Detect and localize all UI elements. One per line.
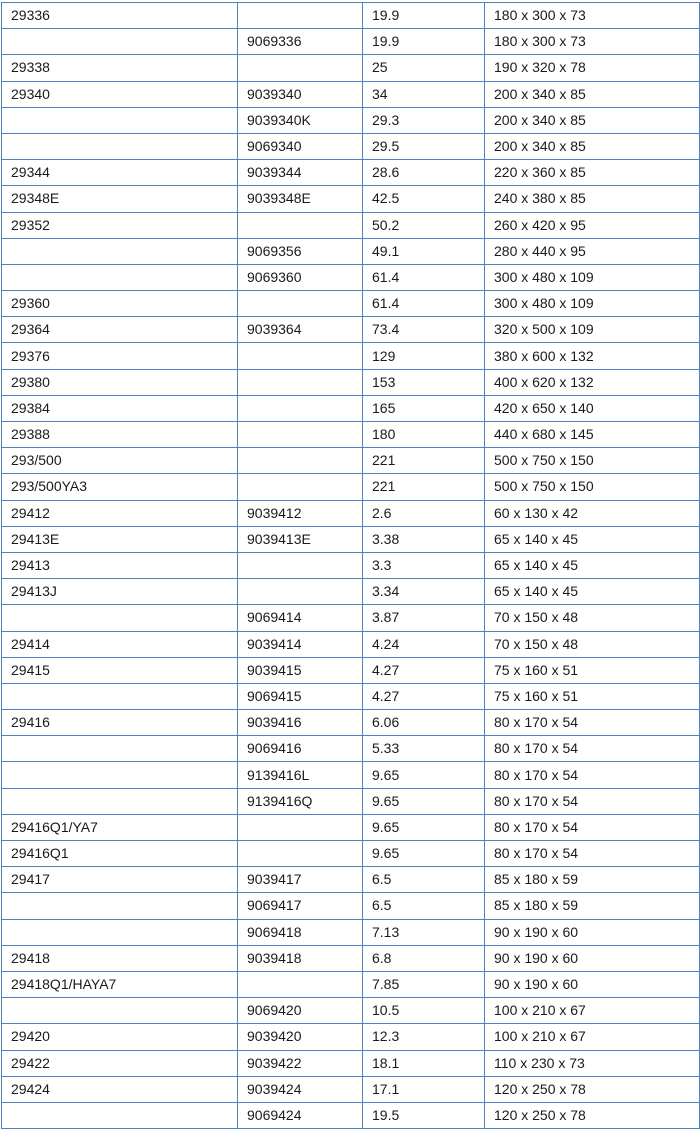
weight-cell: 29.5 bbox=[363, 133, 485, 159]
alt-designation-cell: 9039414 bbox=[238, 631, 363, 657]
weight-cell: 221 bbox=[363, 448, 485, 474]
weight-cell: 5.33 bbox=[363, 736, 485, 762]
designation-cell: 29352 bbox=[2, 212, 238, 238]
weight-cell: 7.85 bbox=[363, 971, 485, 997]
dimensions-cell: 500 x 750 x 150 bbox=[485, 448, 700, 474]
table-row bbox=[2, 683, 700, 709]
alt-designation-cell: 9039420 bbox=[238, 1024, 363, 1050]
table-row bbox=[2, 238, 700, 264]
weight-cell: 25 bbox=[363, 55, 485, 81]
weight-cell: 61.4 bbox=[363, 291, 485, 317]
alt-designation-cell bbox=[238, 212, 363, 238]
weight-cell: 6.06 bbox=[363, 710, 485, 736]
weight-cell: 28.6 bbox=[363, 160, 485, 186]
dimensions-cell: 200 x 340 x 85 bbox=[485, 107, 700, 133]
designation-cell: 29336 bbox=[2, 3, 238, 29]
designation-cell: 29420 bbox=[2, 1024, 238, 1050]
weight-cell: 3.3 bbox=[363, 552, 485, 578]
table-row bbox=[2, 107, 700, 133]
alt-designation-cell bbox=[238, 971, 363, 997]
alt-designation-cell bbox=[238, 448, 363, 474]
weight-cell: 17.1 bbox=[363, 1076, 485, 1102]
weight-cell: 29.3 bbox=[363, 107, 485, 133]
dimensions-cell: 70 x 150 x 48 bbox=[485, 605, 700, 631]
weight-cell: 4.24 bbox=[363, 631, 485, 657]
dimensions-cell: 80 x 170 x 54 bbox=[485, 841, 700, 867]
dimensions-cell: 420 x 650 x 140 bbox=[485, 395, 700, 421]
table-row bbox=[2, 788, 700, 814]
table-row bbox=[2, 291, 700, 317]
table-row bbox=[2, 1050, 700, 1076]
table-row bbox=[2, 422, 700, 448]
table-row bbox=[2, 369, 700, 395]
designation-cell: 29413 bbox=[2, 552, 238, 578]
table-row bbox=[2, 55, 700, 81]
alt-designation-cell: 9069418 bbox=[238, 919, 363, 945]
alt-designation-cell: 9039413E bbox=[238, 526, 363, 552]
weight-cell: 42.5 bbox=[363, 186, 485, 212]
weight-cell: 221 bbox=[363, 474, 485, 500]
alt-designation-cell: 9039412 bbox=[238, 500, 363, 526]
table-row bbox=[2, 1102, 700, 1128]
alt-designation-cell: 9039417 bbox=[238, 867, 363, 893]
weight-cell: 180 bbox=[363, 422, 485, 448]
table-row bbox=[2, 971, 700, 997]
table-row bbox=[2, 841, 700, 867]
dimensions-cell: 85 x 180 x 59 bbox=[485, 893, 700, 919]
weight-cell: 6.5 bbox=[363, 867, 485, 893]
table-row bbox=[2, 736, 700, 762]
weight-cell: 50.2 bbox=[363, 212, 485, 238]
alt-designation-cell bbox=[238, 291, 363, 317]
dimensions-cell: 260 x 420 x 95 bbox=[485, 212, 700, 238]
designation-cell: 29344 bbox=[2, 160, 238, 186]
weight-cell: 19.5 bbox=[363, 1102, 485, 1128]
dimensions-cell: 320 x 500 x 109 bbox=[485, 317, 700, 343]
alt-designation-cell bbox=[238, 552, 363, 578]
designation-cell: 29412 bbox=[2, 500, 238, 526]
designation-cell: 293/500YA3 bbox=[2, 474, 238, 500]
designation-cell bbox=[2, 736, 238, 762]
dimensions-cell: 380 x 600 x 132 bbox=[485, 343, 700, 369]
table-row bbox=[2, 945, 700, 971]
designation-cell: 29418Q1/HAYA7 bbox=[2, 971, 238, 997]
alt-designation-cell: 9069416 bbox=[238, 736, 363, 762]
table-row bbox=[2, 526, 700, 552]
alt-designation-cell bbox=[238, 3, 363, 29]
designation-cell: 29384 bbox=[2, 395, 238, 421]
alt-designation-cell: 9139416L bbox=[238, 762, 363, 788]
weight-cell: 19.9 bbox=[363, 3, 485, 29]
dimensions-cell: 80 x 170 x 54 bbox=[485, 814, 700, 840]
weight-cell: 10.5 bbox=[363, 998, 485, 1024]
dimensions-cell: 500 x 750 x 150 bbox=[485, 474, 700, 500]
table-row bbox=[2, 264, 700, 290]
designation-cell: 29417 bbox=[2, 867, 238, 893]
dimensions-cell: 200 x 340 x 85 bbox=[485, 81, 700, 107]
designation-cell: 29380 bbox=[2, 369, 238, 395]
dimensions-cell: 80 x 170 x 54 bbox=[485, 788, 700, 814]
dimensions-cell: 120 x 250 x 78 bbox=[485, 1102, 700, 1128]
dimensions-cell: 65 x 140 x 45 bbox=[485, 552, 700, 578]
table-row bbox=[2, 500, 700, 526]
dimensions-cell: 65 x 140 x 45 bbox=[485, 526, 700, 552]
weight-cell: 9.65 bbox=[363, 788, 485, 814]
table-row bbox=[2, 919, 700, 945]
designation-cell: 29360 bbox=[2, 291, 238, 317]
dimensions-cell: 100 x 210 x 67 bbox=[485, 1024, 700, 1050]
designation-cell: 29416 bbox=[2, 710, 238, 736]
designation-cell: 29376 bbox=[2, 343, 238, 369]
dimensions-cell: 80 x 170 x 54 bbox=[485, 710, 700, 736]
table-row bbox=[2, 710, 700, 736]
dimensions-cell: 90 x 190 x 60 bbox=[485, 919, 700, 945]
weight-cell: 165 bbox=[363, 395, 485, 421]
designation-cell: 29424 bbox=[2, 1076, 238, 1102]
dimensions-cell: 65 x 140 x 45 bbox=[485, 579, 700, 605]
dimensions-cell: 440 x 680 x 145 bbox=[485, 422, 700, 448]
table-row bbox=[2, 814, 700, 840]
dimensions-cell: 120 x 250 x 78 bbox=[485, 1076, 700, 1102]
weight-cell: 2.6 bbox=[363, 500, 485, 526]
alt-designation-cell bbox=[238, 474, 363, 500]
dimensions-cell: 240 x 380 x 85 bbox=[485, 186, 700, 212]
designation-cell bbox=[2, 1102, 238, 1128]
weight-cell: 49.1 bbox=[363, 238, 485, 264]
alt-designation-cell: 9069336 bbox=[238, 29, 363, 55]
weight-cell: 9.65 bbox=[363, 762, 485, 788]
dimensions-cell: 90 x 190 x 60 bbox=[485, 945, 700, 971]
alt-designation-cell: 9039364 bbox=[238, 317, 363, 343]
alt-designation-cell: 9069424 bbox=[238, 1102, 363, 1128]
alt-designation-cell: 9069340 bbox=[238, 133, 363, 159]
designation-cell bbox=[2, 107, 238, 133]
designation-cell: 29416Q1/YA7 bbox=[2, 814, 238, 840]
weight-cell: 9.65 bbox=[363, 841, 485, 867]
dimensions-cell: 70 x 150 x 48 bbox=[485, 631, 700, 657]
designation-cell: 29340 bbox=[2, 81, 238, 107]
dimensions-cell: 180 x 300 x 73 bbox=[485, 3, 700, 29]
dimensions-cell: 280 x 440 x 95 bbox=[485, 238, 700, 264]
table-row bbox=[2, 762, 700, 788]
weight-cell: 6.8 bbox=[363, 945, 485, 971]
designation-cell bbox=[2, 133, 238, 159]
designation-cell: 293/500 bbox=[2, 448, 238, 474]
designation-cell: 29415 bbox=[2, 657, 238, 683]
alt-designation-cell bbox=[238, 55, 363, 81]
dimensions-cell: 400 x 620 x 132 bbox=[485, 369, 700, 395]
dimensions-cell: 110 x 230 x 73 bbox=[485, 1050, 700, 1076]
weight-cell: 7.13 bbox=[363, 919, 485, 945]
designation-cell bbox=[2, 762, 238, 788]
alt-designation-cell: 9069360 bbox=[238, 264, 363, 290]
dimensions-cell: 80 x 170 x 54 bbox=[485, 762, 700, 788]
weight-cell: 12.3 bbox=[363, 1024, 485, 1050]
alt-designation-cell: 9069420 bbox=[238, 998, 363, 1024]
dimensions-cell: 85 x 180 x 59 bbox=[485, 867, 700, 893]
table-row bbox=[2, 552, 700, 578]
weight-cell: 34 bbox=[363, 81, 485, 107]
alt-designation-cell: 9039416 bbox=[238, 710, 363, 736]
table-row bbox=[2, 893, 700, 919]
alt-designation-cell bbox=[238, 395, 363, 421]
alt-designation-cell: 9039344 bbox=[238, 160, 363, 186]
weight-cell: 9.65 bbox=[363, 814, 485, 840]
table-row bbox=[2, 998, 700, 1024]
table-row bbox=[2, 395, 700, 421]
table-row bbox=[2, 3, 700, 29]
weight-cell: 6.5 bbox=[363, 893, 485, 919]
designation-cell bbox=[2, 998, 238, 1024]
bearing-table bbox=[1, 2, 700, 1129]
table-row bbox=[2, 186, 700, 212]
alt-designation-cell: 9039415 bbox=[238, 657, 363, 683]
dimensions-cell: 75 x 160 x 51 bbox=[485, 683, 700, 709]
designation-cell: 29422 bbox=[2, 1050, 238, 1076]
table-body bbox=[2, 3, 700, 1129]
alt-designation-cell bbox=[238, 579, 363, 605]
designation-cell: 29418 bbox=[2, 945, 238, 971]
table-row bbox=[2, 212, 700, 238]
designation-cell: 29413E bbox=[2, 526, 238, 552]
weight-cell: 3.87 bbox=[363, 605, 485, 631]
dimensions-cell: 190 x 320 x 78 bbox=[485, 55, 700, 81]
weight-cell: 3.38 bbox=[363, 526, 485, 552]
dimensions-cell: 60 x 130 x 42 bbox=[485, 500, 700, 526]
alt-designation-cell: 9039418 bbox=[238, 945, 363, 971]
dimensions-cell: 100 x 210 x 67 bbox=[485, 998, 700, 1024]
alt-designation-cell: 9069417 bbox=[238, 893, 363, 919]
designation-cell: 29388 bbox=[2, 422, 238, 448]
alt-designation-cell: 9039340 bbox=[238, 81, 363, 107]
table-row bbox=[2, 1024, 700, 1050]
weight-cell: 73.4 bbox=[363, 317, 485, 343]
designation-cell: 29414 bbox=[2, 631, 238, 657]
weight-cell: 18.1 bbox=[363, 1050, 485, 1076]
weight-cell: 4.27 bbox=[363, 657, 485, 683]
dimensions-cell: 300 x 480 x 109 bbox=[485, 264, 700, 290]
designation-cell: 29348E bbox=[2, 186, 238, 212]
designation-cell: 29364 bbox=[2, 317, 238, 343]
alt-designation-cell: 9139416Q bbox=[238, 788, 363, 814]
alt-designation-cell: 9069356 bbox=[238, 238, 363, 264]
dimensions-cell: 220 x 360 x 85 bbox=[485, 160, 700, 186]
table-row bbox=[2, 29, 700, 55]
weight-cell: 3.34 bbox=[363, 579, 485, 605]
dimensions-cell: 180 x 300 x 73 bbox=[485, 29, 700, 55]
designation-cell: 29413J bbox=[2, 579, 238, 605]
weight-cell: 19.9 bbox=[363, 29, 485, 55]
table-row bbox=[2, 448, 700, 474]
table-row bbox=[2, 579, 700, 605]
alt-designation-cell bbox=[238, 369, 363, 395]
table-row bbox=[2, 317, 700, 343]
alt-designation-cell: 9069415 bbox=[238, 683, 363, 709]
weight-cell: 153 bbox=[363, 369, 485, 395]
table-row bbox=[2, 1076, 700, 1102]
designation-cell bbox=[2, 788, 238, 814]
alt-designation-cell bbox=[238, 343, 363, 369]
weight-cell: 129 bbox=[363, 343, 485, 369]
table-row bbox=[2, 474, 700, 500]
alt-designation-cell bbox=[238, 841, 363, 867]
alt-designation-cell: 9039340K bbox=[238, 107, 363, 133]
table-row bbox=[2, 657, 700, 683]
table-row bbox=[2, 160, 700, 186]
designation-cell: 29416Q1 bbox=[2, 841, 238, 867]
table-row bbox=[2, 133, 700, 159]
designation-cell: 29338 bbox=[2, 55, 238, 81]
designation-cell bbox=[2, 683, 238, 709]
alt-designation-cell bbox=[238, 814, 363, 840]
table-row bbox=[2, 631, 700, 657]
alt-designation-cell: 9039348E bbox=[238, 186, 363, 212]
weight-cell: 61.4 bbox=[363, 264, 485, 290]
designation-cell bbox=[2, 605, 238, 631]
dimensions-cell: 90 x 190 x 60 bbox=[485, 971, 700, 997]
dimensions-cell: 200 x 340 x 85 bbox=[485, 133, 700, 159]
table-row bbox=[2, 605, 700, 631]
table-row bbox=[2, 343, 700, 369]
dimensions-cell: 75 x 160 x 51 bbox=[485, 657, 700, 683]
designation-cell bbox=[2, 919, 238, 945]
dimensions-cell: 80 x 170 x 54 bbox=[485, 736, 700, 762]
dimensions-cell: 300 x 480 x 109 bbox=[485, 291, 700, 317]
designation-cell bbox=[2, 29, 238, 55]
alt-designation-cell bbox=[238, 422, 363, 448]
alt-designation-cell: 9069414 bbox=[238, 605, 363, 631]
weight-cell: 4.27 bbox=[363, 683, 485, 709]
table-row bbox=[2, 867, 700, 893]
alt-designation-cell: 9039422 bbox=[238, 1050, 363, 1076]
table-row bbox=[2, 81, 700, 107]
alt-designation-cell: 9039424 bbox=[238, 1076, 363, 1102]
designation-cell bbox=[2, 893, 238, 919]
designation-cell bbox=[2, 238, 238, 264]
designation-cell bbox=[2, 264, 238, 290]
